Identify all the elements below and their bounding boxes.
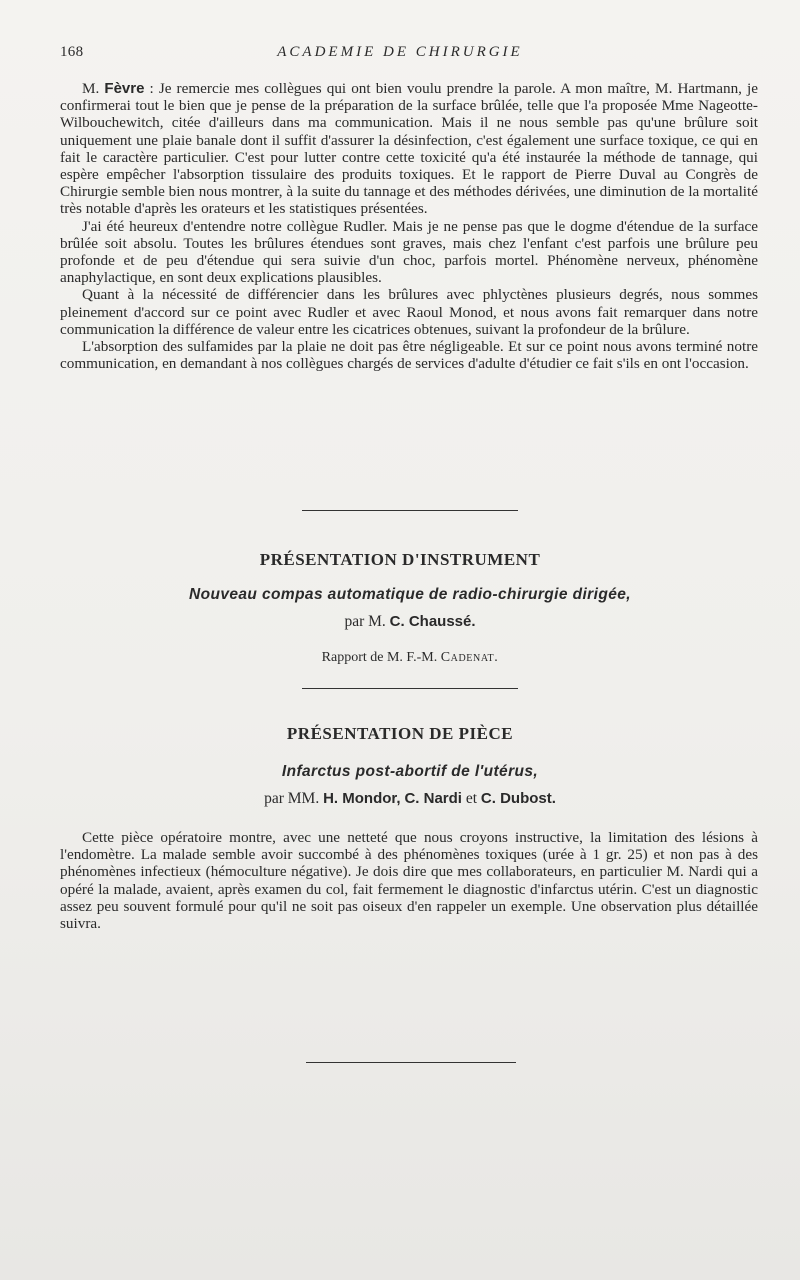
separator-rule-1 <box>302 510 518 511</box>
specimen-title: Infarctus post-abortif de l'utérus, <box>281 763 539 780</box>
report-prefix: Rapport de M. F.-M. <box>321 650 438 665</box>
specimen-author-2: C. Nardi <box>404 790 462 807</box>
instrument-title: Nouveau compas automatique de radio-chirurgie dirigée, <box>189 586 631 603</box>
separator-rule-2 <box>302 688 518 689</box>
specimen-by-prefix: par MM. <box>264 790 320 807</box>
running-head <box>60 44 760 66</box>
instrument-byline <box>0 613 800 631</box>
discussion-paragraph-1 <box>60 80 758 218</box>
speaker-name: Fèvre <box>104 80 145 97</box>
journal-title: ACADEMIE DE CHIRURGIE <box>277 44 523 60</box>
separator-rule-3 <box>306 1062 516 1063</box>
specimen-section-heading: PRÉSENTATION DE PIÈCE <box>286 724 514 743</box>
discussion-paragraph-4: L'absorption des sulfamides par la plaie ne doit pas être négligeable. Et sur ce point nous avons terminé notre communication, en demandant à nos collègues chargés de services d'adulte d'étudier ce fait s'ils en ont l'occasion. <box>60 338 758 373</box>
specimen-text <box>60 829 758 932</box>
instrument-section-heading: PRÉSENTATION D'INSTRUMENT <box>259 550 541 569</box>
instrument-report-line <box>0 650 800 666</box>
page-number: 168 <box>60 44 84 60</box>
instrument-by-prefix: par M. <box>344 613 386 630</box>
rapporteur-name: Cadenat. <box>440 650 499 665</box>
instrument-author: C. Chaussé. <box>389 613 476 630</box>
discussion-text <box>60 80 758 372</box>
specimen-paragraph: Cette pièce opératoire montre, avec une netteté que nous croyons instructive, la limitation des lésions à l'endomètre. La malade semble avoir succombé à des phénomènes toxiques (urée à 1 gr. 25) et non pas à des phénomènes infectieux (hémoculture négative). Je dois dire que mes collaborateurs, en particulier M. Nardi qui a opéré la malade, avaient, après examen du col, fait fermement le diagnostic d'infarctus utérin. C'est un diagnostic assez peu souvent formulé pour qu'il ne soit pas oiseux d'en rappeler un exemple. Une observation plus détaillée suivra. <box>60 829 758 933</box>
discussion-paragraph-1-text: : Je remercie mes collègues qui ont bien voulu prendre la parole. A mon maître, M. Hartmann, je confirmerai tout le bien que je pense de la préparation de la surface brûlée, telle que l'a proposée Mme Nageotte-Wilbouchewitch, citée d'ailleurs dans ma communication. Mais il ne nous semble pas qu'une brûlure soit uniquement une plaie banale dont il suffit d'assurer la désinfection, c'est également une surface toxique, ce qui en fait le caractère particulier. C'est pour lutter contre cette toxicité qu'a été instaurée la méthode de tannage, qui espère empêcher l'absorption tissulaire des produits toxiques. Et le rapport de Pierre Duval au Congrès de Chirurgie semble bien nous montrer, à la suite du tannage et des méthodes dérivées, une diminution de la mortalité très notable d'après les orateurs et les statistiques présentées. <box>60 80 759 218</box>
specimen-author-1: H. Mondor, <box>323 790 401 807</box>
specimen-author-3: C. Dubost. <box>480 790 556 807</box>
speaker-prefix: M. <box>82 80 100 97</box>
discussion-paragraph-3: Quant à la nécessité de différencier dans les brûlures avec phlyctènes plusieurs degrés, nous sommes pleinement d'accord sur ce point avec Rudler et avec Raoul Monod, et nous avons fait remarquer dans notre communication la différence de valeur entre les cicatrices obtenues, suivant la profondeur de la brûlure. <box>60 286 758 338</box>
specimen-conjunction: et <box>465 790 478 807</box>
discussion-paragraph-2: J'ai été heureux d'entendre notre collègue Rudler. Mais je ne pense pas que le dogme d'étendue de la surface brûlée soit absolu. Toutes les brûlures étendues sont graves, mais chez l'enfant c'est parfois une brûlure peu profonde et de peu d'étendue qui sera suivie d'un choc, parfois mortel. Phénomène nerveux, phénomène anaphylactique, en sont deux explications plausibles. <box>60 217 758 287</box>
specimen-byline <box>0 790 800 808</box>
